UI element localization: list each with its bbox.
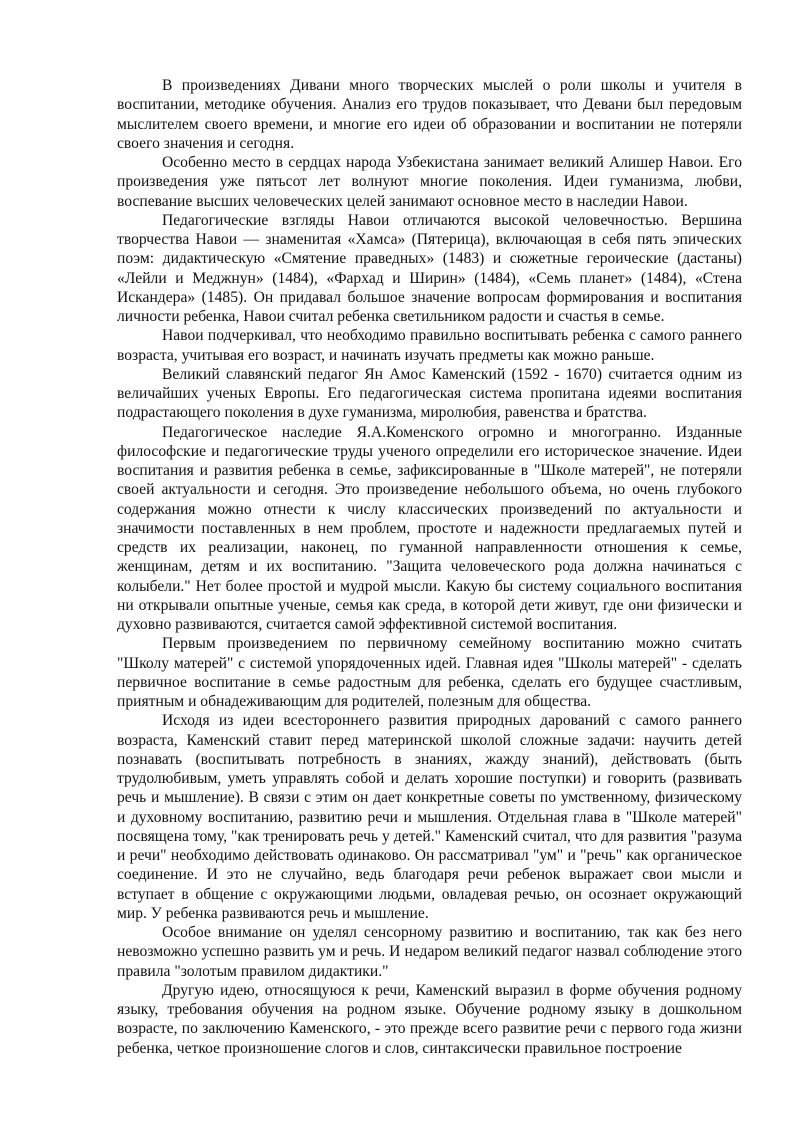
paragraph-development-tasks: Исходя из идеи всестороннего развития природных дарований с самого раннего возраста, Каменский ставит перед материнской школой сложные задачи: научить детей познавать (воспитывать потребность в знаниях, жажду знаний), действовать (быть трудолюбивым, уметь управлять собой и делать хорошие поступки) и говорить (развивать речь и мышление). В связи с этим он дает конкретные советы по умственному, физическому и духовному воспитанию, развитию речи и мышления. Отдельная глава в "Школе матерей" посвящена тому, "как тренировать речь у детей." Каменский считал, что для развития "разума и речи" необходимо действовать одинаково. Он рассматривал "ум" и "речь" как органическое соединение. И это не случайно, ведь благодаря речи ребенок выражает свои мысли и вступает в общение с окружающими людьми, овладевая речью, он осознает окружающий мир. У ребенка развиваются речь и мышление. <box>117 712 742 922</box>
paragraph-navoi-upbringing: Навои подчеркивал, что необходимо правильно воспитывать ребенка с самого раннего возраста, учитывая его возраст, и начинать изучать предметы как можно раньше. <box>117 327 742 364</box>
document-body <box>117 76 742 1058</box>
paragraph-sensory-development: Особое внимание он уделял сенсорному развитию и воспитанию, так как без него невозможно успешно развить ум и речь. И недаром великий педагог назвал соблюдение этого правила "золотым правилом дидактики." <box>117 924 742 980</box>
paragraph-navoi-intro: Особенно место в сердцах народа Узбекистана занимает великий Алишер Навои. Его произведения уже пятьсот лет волнуют многие поколения. Идеи гуманизма, любви, воспевание высших человеческих целей занимают основное место в наследии Навои. <box>117 154 742 210</box>
paragraph-native-language: Другую идею, относящуюся к речи, Каменский выразил в форме обучения родному языку, требования обучения на родном языке. Обучение родному языку в дошкольном возрасте, по заключению Каменского, - это прежде всего развитие речи с первого года жизни ребенка, четкое произношение слогов и слов, синтаксически правильное построение <box>117 981 742 1057</box>
paragraph-school-of-mothers: Первым произведением по первичному семейному воспитанию можно считать "Школу матерей" с системой упорядоченных идей. Главная идея "Школы матерей" - сделать первичное воспитание в семье радостным для ребенка, сделать его будущее счастливым, приятным и обнадеживающим для родителей, полезным для общества. <box>117 635 742 710</box>
paragraph-comenius-legacy: Педагогическое наследие Я.А.Коменского огромно и многогранно. Изданные философские и педагогические труды ученого определили его историческое значение. Идеи воспитания и развития ребенка в семье, зафиксированные в "Школе матерей", не потеряли своей актуальности и сегодня. Это произведение небольшого объема, но очень глубокого содержания можно отнести к числу классических произведений по актуальности и значимости поставленных в нем проблем, простоте и надежности предлагаемых путей и средств их реализации, наконец, по гуманной направленности отношения к семье, женщинам, детям и их воспитанию. "Защита человеческого рода должна начинаться с колыбели." Нет более простой и мудрой мысли. Какую бы систему социального воспитания ни открывали опытные ученые, семья как среда, в которой дети живут, где они физически и духовно развиваются, считается самой эффективной системой воспитания. <box>117 423 742 633</box>
paragraph-comenius-intro: Великий славянский педагог Ян Амос Каменский (1592 - 1670) считается одним из величайших ученых Европы. Его педагогическая система пропитана идеями воспитания подрастающего поколения в духе гуманизма, миролюбия, равенства и братства. <box>117 365 742 422</box>
paragraph-navoi-pedagogy: Педагогические взгляды Навои отличаются высокой человечностью. Вершина творчества Навои — знаменитая «Хамса» (Пятерица), включающая в себя пять эпических поэм: дидактическую «Смятение праведных» (1483) и сюжетные героические (дастаны) «Лейли и Меджнун» (1484), «Фархад и Ширин» (1484), «Семь планет» (1484), «Стена Искандера» (1485). Он придавал большое значение вопросам формирования и воспитания личности ребенка, Навои считал ребенка светильником радости и счастья в семье. <box>117 211 742 325</box>
paragraph-divani: В произведениях Дивани много творческих мыслей о роли школы и учителя в воспитании, методике обучения. Анализ его трудов показывает, что Девани был передовым мыслителем своего времени, и многие его идеи об образовании и воспитании не потеряли своего значения и сегодня. <box>117 77 742 152</box>
